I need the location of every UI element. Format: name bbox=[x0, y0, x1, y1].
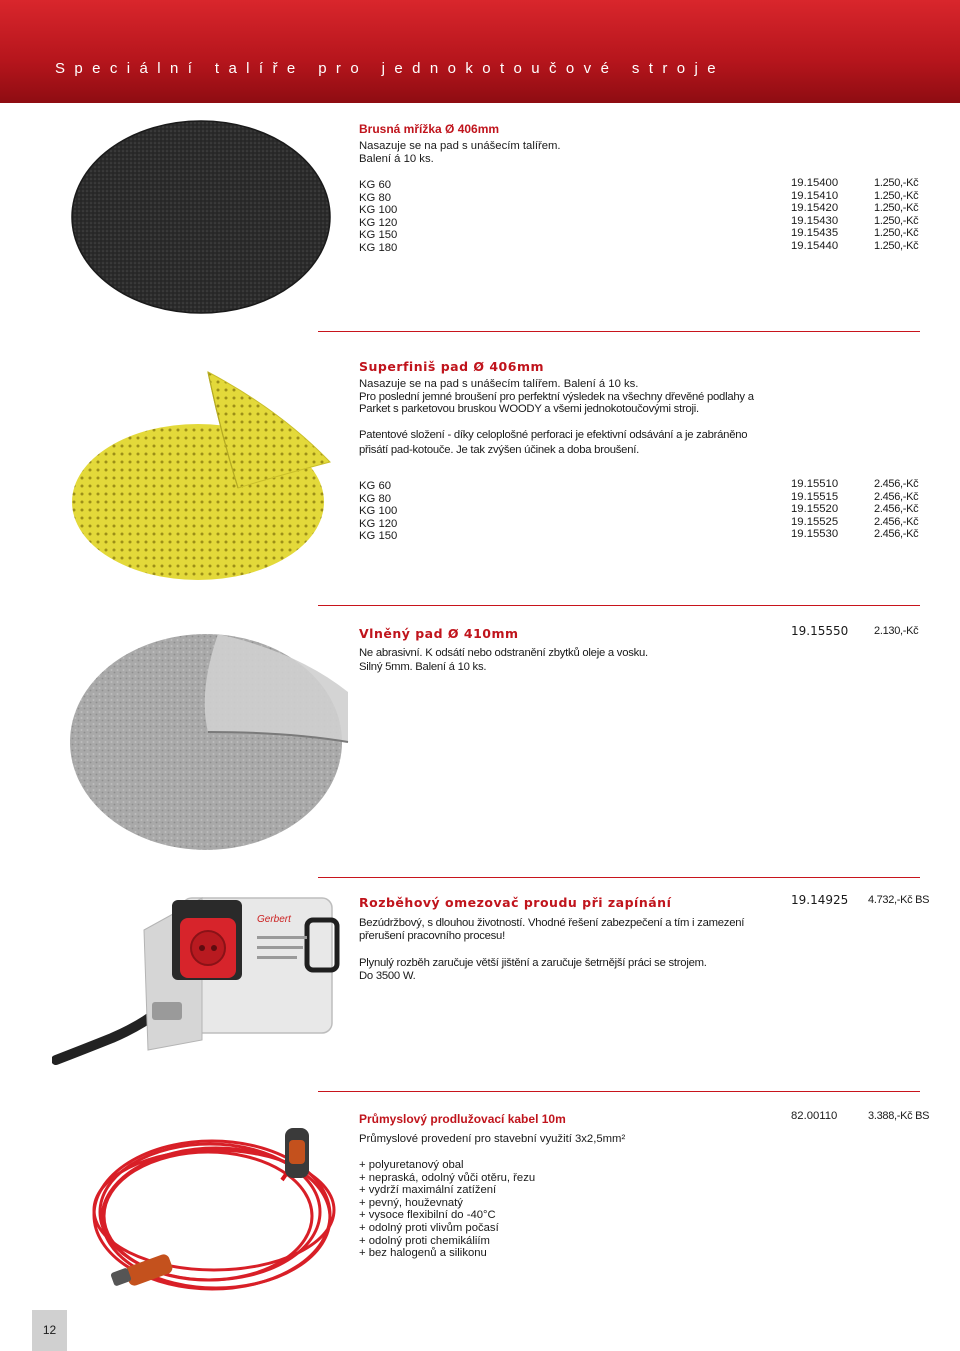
price: 2.456,-Kč bbox=[874, 490, 919, 503]
grit: KG 120 bbox=[359, 216, 398, 229]
price-list bbox=[874, 177, 918, 253]
product-description: Nasazuje se na pad s unášecím talířem. bbox=[359, 140, 561, 152]
price: 2.456,-Kč bbox=[874, 528, 919, 541]
product-code: 19.15510 bbox=[791, 478, 839, 490]
grit-list bbox=[359, 179, 397, 255]
product-description: Do 3500 W. bbox=[359, 970, 416, 982]
extension-cable-image bbox=[82, 1120, 344, 1310]
product-code: 19.15420 bbox=[791, 202, 839, 215]
grit: KG 180 bbox=[359, 241, 398, 254]
price: 2.456,-Kč bbox=[874, 515, 919, 528]
product-description: Balení á 10 ks. bbox=[359, 153, 434, 165]
price: 3.388,-Kč BS bbox=[868, 1110, 930, 1122]
product-description: Nasazuje se na pad s unášecím talířem. Balení á 10 ks. bbox=[359, 378, 639, 390]
grit: KG 150 bbox=[359, 530, 398, 543]
product-title: Vlněný pad Ø 410mm bbox=[359, 626, 519, 641]
section-divider bbox=[318, 331, 920, 332]
product-title: Rozběhový omezovač proudu při zapínání bbox=[359, 895, 672, 910]
grit: KG 60 bbox=[359, 480, 392, 492]
product-code: 19.15530 bbox=[791, 528, 839, 541]
product-description: přerušení pracovního procesu! bbox=[359, 930, 505, 942]
price: 1.250,-Kč bbox=[874, 239, 919, 252]
feature-item: + vydrží maximální zatížení bbox=[359, 1184, 497, 1197]
current-limiter-image bbox=[52, 890, 344, 1075]
product-code: 19.15400 bbox=[791, 177, 839, 189]
product-code: 19.15430 bbox=[791, 214, 839, 227]
product-description: Průmyslové provedení pro stavební využití 3x2,5mm² bbox=[359, 1133, 626, 1145]
product-description: Silný 5mm. Balení á 10 ks. bbox=[359, 661, 487, 673]
product-code: 19.15435 bbox=[791, 227, 839, 240]
perforated-pad-image bbox=[70, 370, 340, 582]
product-code: 19.15440 bbox=[791, 239, 839, 252]
feature-item: + odolný proti chemikáliím bbox=[359, 1234, 490, 1247]
product-description: Bezúdržbový, s dlouhou životností. Vhodné řešení zabezpečení a tím i zamezení bbox=[359, 917, 745, 929]
product-description: přisátí pad-kotouče. Je tak zvýšen účinek a doba broušení. bbox=[359, 444, 640, 456]
section-divider bbox=[318, 877, 920, 878]
grit: KG 100 bbox=[359, 204, 398, 217]
section-divider bbox=[318, 605, 920, 606]
section-divider bbox=[318, 1091, 920, 1092]
svg-text:Gerbert: Gerbert bbox=[257, 914, 291, 925]
grit: KG 120 bbox=[359, 517, 398, 530]
feature-list bbox=[359, 1159, 535, 1260]
page-heading: Speciální talíře pro jednokotoučové stroje bbox=[55, 60, 725, 77]
product-code: 19.15410 bbox=[791, 189, 839, 202]
product-description: Ne abrasivní. K odsátí nebo odstranění zbytků oleje a vosku. bbox=[359, 647, 648, 659]
product-title: Brusná mřížka Ø 406mm bbox=[359, 122, 500, 136]
price: 1.250,-Kč bbox=[874, 214, 919, 227]
page-number: 12 bbox=[42, 1323, 57, 1337]
code-list bbox=[791, 177, 838, 253]
grit: KG 150 bbox=[359, 229, 398, 242]
price: 2.130,-Kč bbox=[874, 625, 919, 637]
grit: KG 60 bbox=[359, 179, 392, 191]
header-bar bbox=[0, 0, 960, 103]
felt-pad-image bbox=[68, 632, 350, 856]
product-code: 19.15515 bbox=[791, 490, 839, 503]
grit: KG 80 bbox=[359, 191, 392, 204]
price: 1.250,-Kč bbox=[874, 202, 919, 215]
price: 1.250,-Kč bbox=[874, 177, 919, 189]
feature-item: + odolný proti vlivům počasí bbox=[359, 1221, 499, 1234]
price: 4.732,-Kč BS bbox=[868, 894, 930, 906]
grit-list bbox=[359, 480, 397, 543]
price: 1.250,-Kč bbox=[874, 189, 919, 202]
product-code: 19.15550 bbox=[791, 624, 849, 638]
sanding-mesh-image bbox=[70, 118, 332, 316]
price-list bbox=[874, 478, 918, 541]
feature-item: + pevný, houževnatý bbox=[359, 1196, 463, 1209]
page-number-box bbox=[32, 1310, 67, 1351]
price: 2.456,-Kč bbox=[874, 503, 919, 516]
product-code: 19.15525 bbox=[791, 515, 839, 528]
grit: KG 80 bbox=[359, 492, 392, 505]
product-description: Pro poslední jemné broušení pro perfektní výsledek na všechny dřevěné podlahy a bbox=[359, 391, 754, 403]
feature-item: + polyuretanový obal bbox=[359, 1159, 464, 1171]
feature-item: + vysoce flexibilní do -40°C bbox=[359, 1209, 496, 1222]
feature-item: + bez halogenů a silikonu bbox=[359, 1247, 487, 1260]
product-description: Patentové složení - díky celoplošné perforaci je efektivní odsávání a je zabráněno bbox=[359, 429, 748, 441]
grit: KG 100 bbox=[359, 505, 398, 518]
product-code: 82.00110 bbox=[791, 1110, 838, 1122]
product-description: Parket s parketovou bruskou WOODY a všemi jednokotoučovými stroji. bbox=[359, 403, 699, 415]
product-title: Průmyslový prodlužovací kabel 10m bbox=[359, 1112, 566, 1126]
feature-item: + nepraská, odolný vůči otěru, řezu bbox=[359, 1171, 536, 1184]
product-code: 19.14925 bbox=[791, 893, 849, 907]
price: 2.456,-Kč bbox=[874, 478, 919, 490]
product-code: 19.15520 bbox=[791, 503, 839, 516]
code-list bbox=[791, 478, 838, 541]
product-description: Plynulý rozběh zaručuje větší jištění a zaručuje šetrnější práci se strojem. bbox=[359, 957, 707, 969]
price: 1.250,-Kč bbox=[874, 227, 919, 240]
product-title: Superfiniš pad Ø 406mm bbox=[359, 359, 544, 374]
